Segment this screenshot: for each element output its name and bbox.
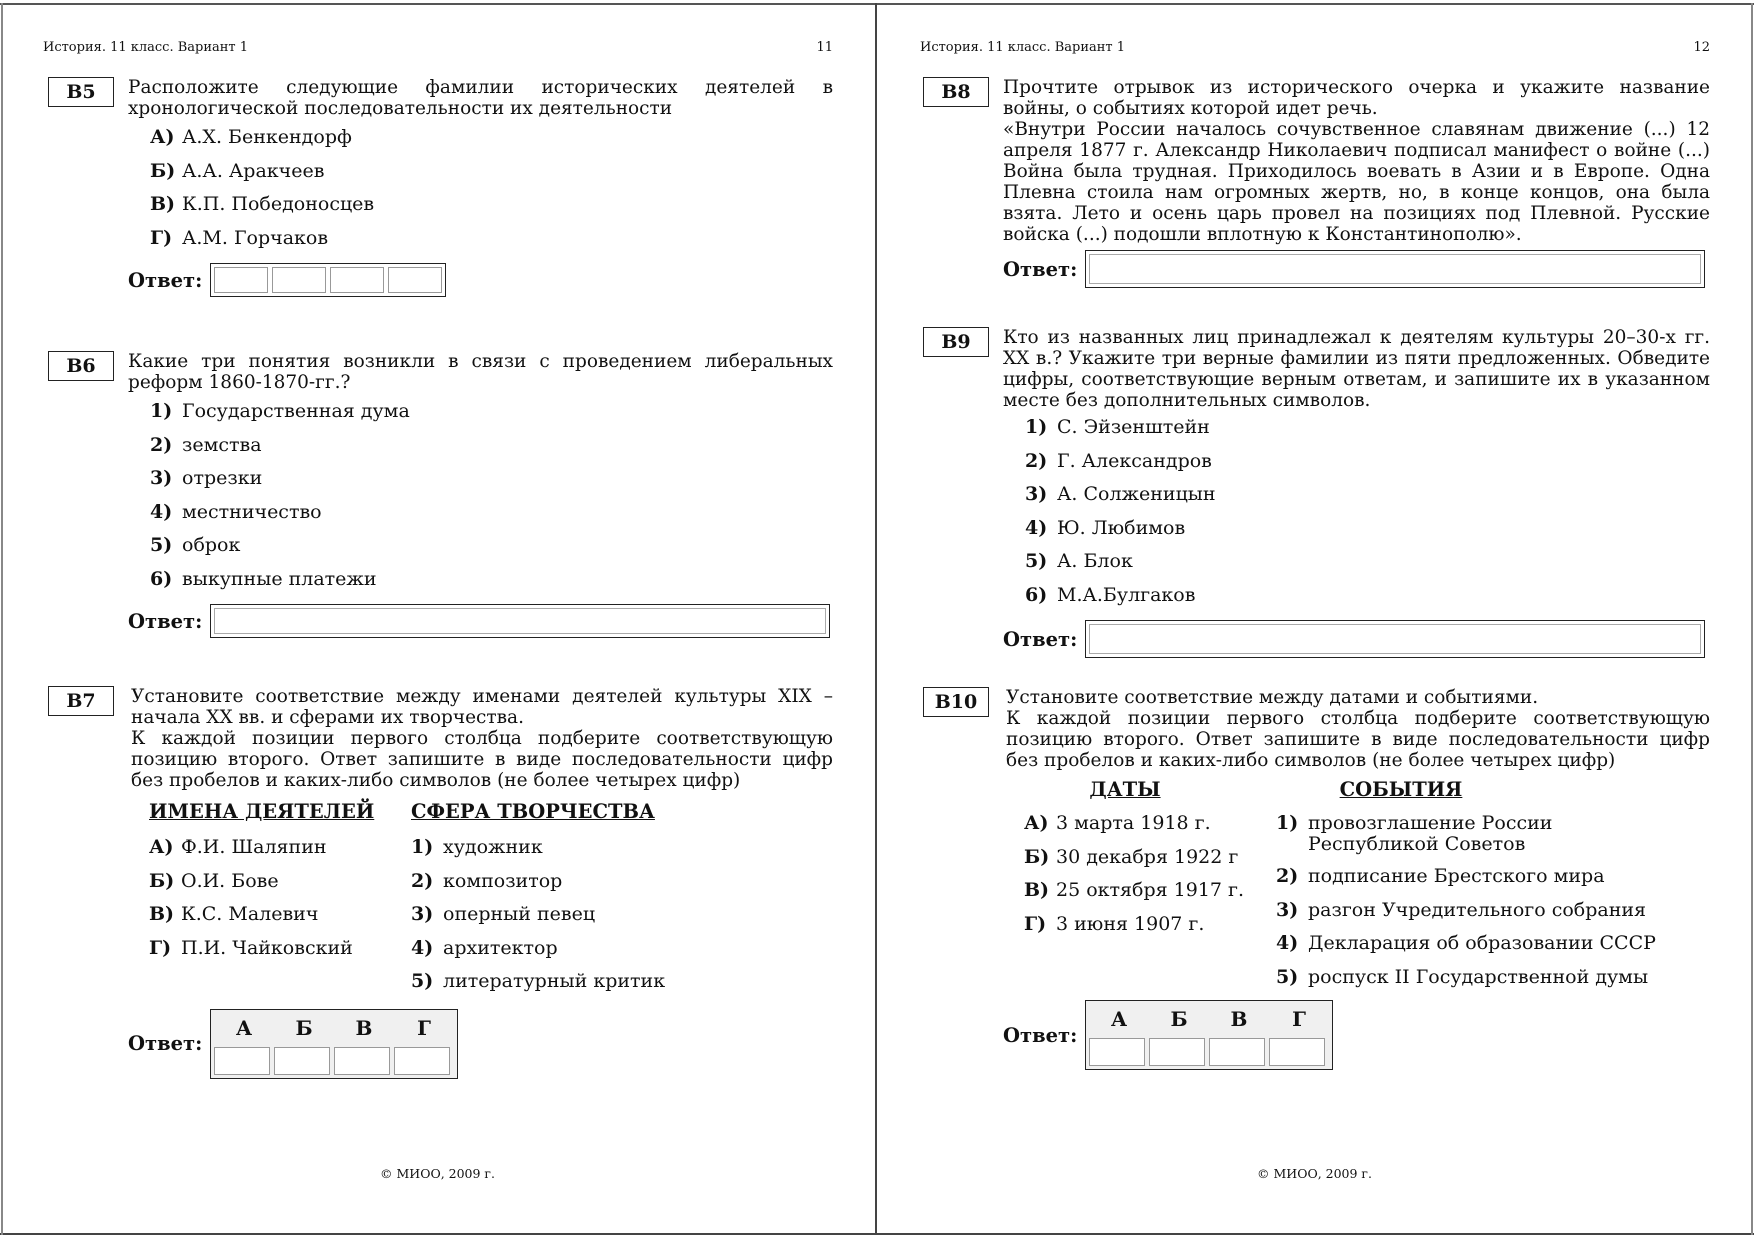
option-text: А. Блок [1057,550,1133,572]
option-text: литературный критик [443,970,666,992]
option [1024,914,1276,948]
task-b8 [923,77,1710,288]
matching-columns [131,801,833,1005]
option-key: 1) [1276,812,1299,834]
option-key: 5) [411,970,434,992]
answer-label: Ответ: [1003,257,1078,281]
option-key: 3) [150,467,173,489]
option [150,194,833,228]
option-text: Декларация об образовании СССР [1308,932,1656,954]
option [149,938,411,972]
option-text: 3 июня 1907 г. [1056,912,1205,935]
option-key: 3) [1025,483,1048,505]
answer-col-header: Б [1170,1007,1188,1031]
answer-col-header: Г [417,1015,431,1040]
option [1025,585,1710,619]
option-text: разгон Учредительного собрания [1308,898,1647,921]
answer-cells [210,263,446,297]
answer-label: Ответ: [128,1032,203,1055]
option-text: Г. Александров [1057,449,1212,472]
answer-cell[interactable] [1269,1038,1325,1066]
answer-cell[interactable] [1149,1038,1205,1066]
option-key: Г) [149,936,172,959]
option-key: 1) [150,400,173,422]
options-list [150,127,833,261]
answer-col-header: Г [1292,1007,1306,1031]
page-11 [0,0,875,1239]
task-text: Расположите следующие фамилии исторических деятелей в хронологической последовательности их деятельности [128,77,833,119]
task-b9 [923,327,1710,658]
option-text: П.И. Чайковский [181,936,353,959]
events-column [1276,779,1656,1000]
answer-row [1003,1000,1710,1070]
option-key: 5) [1025,550,1048,572]
option [411,871,665,905]
answer-cell[interactable] [1209,1038,1265,1066]
option [1276,866,1656,900]
options-list [150,401,833,602]
option-key: 2) [411,869,434,892]
header-title: История. 11 класс. Вариант 1 [920,40,1126,55]
option-key: А) [149,836,174,858]
option-key: А) [150,126,175,148]
option [149,904,411,938]
option [1025,484,1710,518]
answer-row [128,263,833,297]
option-key: В) [150,193,176,215]
page-number: 11 [816,40,833,55]
spheres-column [411,801,665,1005]
option-text: выкупные платежи [182,567,377,590]
option-text: А. Солженицын [1057,483,1216,505]
option-text: земства [182,433,262,456]
option [150,228,833,262]
answer-cell[interactable] [274,1047,330,1075]
option-text: 3 марта 1918 г. [1056,812,1211,834]
answer-field[interactable] [1085,620,1705,658]
task-id: В6 [48,351,114,381]
option [149,837,411,871]
task-quote: «Внутри России началось сочувственное славянам движение (...) 12 апреля 1877 г. Александр Николаевич подписал манифест о войне (...) Война была трудная. Приходилось воевать в Азии и в Европе. Одна Плевна стоила нам огромных жертв, но, в конце концов, она была взята. Лето и осень царь провел на позициях под Плевной. Русские войска (...) подошли вплотную к Константинополю». [1003,119,1710,245]
task-b7 [48,686,833,1079]
option-key: В) [149,903,175,925]
option-key: Б) [1024,845,1050,868]
answer-cell[interactable] [394,1047,450,1075]
option-text: А.М. Горчаков [182,226,329,249]
answer-cell[interactable] [388,267,442,293]
option-text: А.А. Аракчеев [182,159,325,182]
option-key: 2) [1025,449,1048,472]
answer-label: Ответ: [128,268,203,292]
task-id: В7 [48,686,114,716]
option-text: оброк [182,534,241,556]
option-text: С. Эйзенштейн [1057,416,1210,438]
answer-table [1085,1000,1333,1070]
option [150,401,833,435]
option-text: О.И. Бове [181,869,279,892]
task-id: В8 [923,77,989,107]
answer-label: Ответ: [128,609,203,633]
option-key: 6) [1025,583,1048,606]
option-text: Ю. Любимов [1057,516,1186,539]
option-key: 6) [150,567,173,590]
answer-cell[interactable] [214,1047,270,1075]
task-text: Установите соответствие между датами и событиями. [1006,687,1539,708]
option [150,468,833,502]
option [411,938,665,972]
answer-cell[interactable] [330,267,384,293]
page-footer: © МИОО, 2009 г. [1257,1166,1372,1181]
answer-row [128,604,833,638]
task-b6 [48,351,833,638]
option-text: К.П. Победоносцев [182,193,375,215]
answer-label: Ответ: [1003,1023,1078,1047]
option [1025,417,1710,451]
answer-col-header: Б [295,1015,313,1040]
task-id: В5 [48,77,114,107]
option-text: архитектор [443,936,558,959]
task-text: Какие три понятия возникли в связи с проведением либеральных реформ 1860-1870-гг.? [128,351,833,393]
answer-field[interactable] [1085,250,1705,288]
answer-cell[interactable] [1089,1038,1145,1066]
option [1024,880,1276,914]
option-key: 4) [1276,932,1299,954]
options-list [1025,417,1710,618]
answer-col-header: В [355,1015,373,1040]
option-text: Ф.И. Шаляпин [181,836,327,858]
option-text: 30 декабря 1922 г [1056,845,1239,868]
option-key: 4) [1025,516,1048,539]
header-title: История. 11 класс. Вариант 1 [43,40,249,55]
matching-columns [1006,779,1710,1000]
option-text: подписание Брестского мира [1308,865,1605,887]
option-key: А) [1024,812,1049,834]
page-header [920,40,1710,55]
column-header: ИМЕНА ДЕЯТЕЛЕЙ [149,800,375,823]
option [1024,847,1276,881]
option-text: оперный певец [443,903,596,925]
option-text: М.А.Булгаков [1057,583,1196,606]
option-key: 4) [150,500,173,523]
option-key: 1) [1025,416,1048,438]
page-12 [877,0,1752,1239]
answer-row [128,1009,833,1079]
task-id: В9 [923,327,989,357]
task-b10 [923,687,1710,1070]
answer-cell[interactable] [272,267,326,293]
option [1276,813,1656,866]
task-instructions: К каждой позиции первого столбца подберите соответствующую позицию второго. Ответ запишите в виде последовательности цифр без пробелов и каких-либо символов (не более четырех цифр) [131,728,833,791]
option-key: 2) [1276,865,1299,887]
option-key: Г) [150,226,173,249]
answer-row [1003,620,1710,658]
task-text: Прочтите отрывок из исторического очерка и укажите название войны, о событиях которой идет речь. [1003,77,1710,119]
option [150,161,833,195]
answer-col-header: А [1110,1007,1128,1031]
option-key: 5) [1276,965,1299,988]
names-column [149,801,411,1005]
task-text: Установите соответствие между именами деятелей культуры XIX – начала XX вв. и сферами их творчества. [131,686,833,728]
option [150,535,833,569]
option [1276,933,1656,967]
option [150,569,833,603]
answer-row [1003,250,1710,288]
option [1025,518,1710,552]
option [1276,967,1656,1001]
task-id: В10 [923,687,989,717]
column-header: ДАТЫ [1089,778,1161,801]
option-key: 5) [150,534,173,556]
option [411,904,665,938]
option-text: провозглашение России Республикой Советов [1308,812,1553,855]
answer-cell[interactable] [214,267,268,293]
page-number: 12 [1693,40,1710,55]
option-text: художник [443,836,543,858]
option [150,127,833,161]
option-key: 2) [150,433,173,456]
answer-table [210,1009,458,1079]
option [1025,451,1710,485]
option-text: отрезки [182,467,263,489]
column-header: СОБЫТИЯ [1339,778,1463,801]
answer-col-header: А [235,1015,253,1040]
answer-col-header: В [1230,1007,1248,1031]
option [411,971,665,1005]
answer-field[interactable] [210,604,830,638]
page-footer: © МИОО, 2009 г. [380,1166,495,1181]
option-key: В) [1024,879,1050,901]
option-text: А.Х. Бенкендорф [182,126,352,148]
option-text: Государственная дума [182,400,410,422]
option-key: Г) [1024,912,1047,935]
option-key: 1) [411,836,434,858]
option-text: роспуск II Государственной думы [1308,965,1649,988]
option-key: 3) [1276,898,1299,921]
option-key: 3) [411,903,434,925]
answer-cell[interactable] [334,1047,390,1075]
option [1276,900,1656,934]
task-instructions: К каждой позиции первого столбца подберите соответствующую позицию второго. Ответ запишите в виде последовательности цифр без пробелов и каких-либо символов (не более четырех цифр) [1006,708,1710,771]
option-text: композитор [443,869,563,892]
option-text: К.С. Малевич [181,903,319,925]
option-text: 25 октября 1917 г. [1056,879,1245,901]
option [150,435,833,469]
option [411,837,665,871]
task-b5 [48,77,833,297]
page-header [43,40,833,55]
option [149,871,411,905]
option-text: местничество [182,500,322,523]
answer-label: Ответ: [1003,627,1078,651]
option-key: Б) [149,869,175,892]
option-key: Б) [150,159,176,182]
dates-column [1024,779,1276,1000]
option [150,502,833,536]
task-text: Кто из названных лиц принадлежал к деятелям культуры 20–30-х гг. XX в.? Укажите три верные фамилии из пяти предложенных. Обведите цифры, соответствующие верным ответам, и запишите их в указанном месте без дополнительных символов. [1003,327,1710,411]
option [1025,551,1710,585]
option-key: 4) [411,936,434,959]
column-header: СФЕРА ТВОРЧЕСТВА [411,800,655,823]
option [1024,813,1276,847]
